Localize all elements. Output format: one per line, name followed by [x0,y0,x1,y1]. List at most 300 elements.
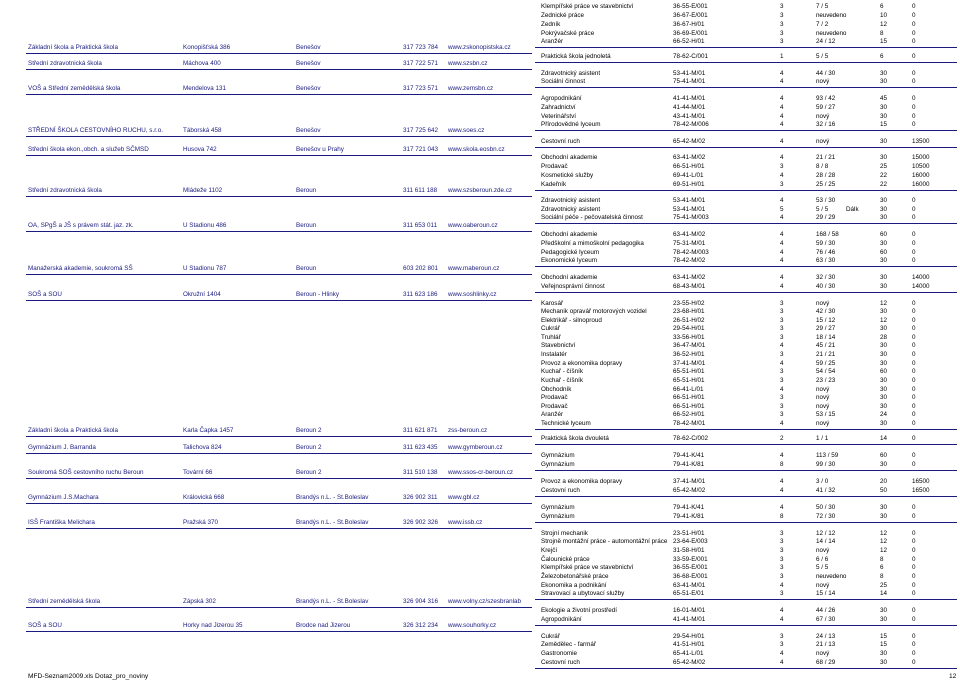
field-years: 4 [780,504,784,511]
school-address: Tovární 66 [183,469,213,476]
field-fee: 0 [912,403,916,410]
group-divider [535,47,957,48]
school-phone: 326 902 326 [403,519,439,526]
field-name: Ekonomika a podnikání [541,582,607,589]
school-address: Táborská 458 [183,127,222,134]
field-years: 3 [780,163,784,170]
field-code: 23-64-E/003 [673,538,708,545]
field-years: 3 [780,564,784,571]
school-phone: 311 653 011 [403,222,438,229]
field-years: 4 [780,478,784,485]
field-fee: 0 [912,121,916,128]
field-code: 36-55-E/001 [673,3,708,10]
field-capacity: 15 / 14 [816,590,836,597]
school-address: Talichova 824 [183,444,222,451]
field-capacity: 23 / 23 [816,377,836,384]
field-fee: 0 [912,590,916,597]
field-fee: 0 [912,659,916,666]
field-years: 4 [780,283,784,290]
field-places: 8 [880,573,884,580]
field-code: 79-41-K/81 [673,513,705,520]
field-name: Krejčí [541,547,558,554]
field-capacity: 99 / 30 [816,461,836,468]
field-code: 33-59-E/001 [673,556,708,563]
field-fee: 16500 [912,478,930,485]
field-fee: 0 [912,78,916,85]
field-name: Klempířské práce ve stavebnictví [541,564,634,571]
field-years: 3 [780,30,784,37]
field-fee: 0 [912,300,916,307]
group-divider [535,190,957,191]
field-code: 78-42-M/003 [673,249,709,256]
field-fee: 0 [912,513,916,520]
field-fee: 0 [912,411,916,418]
school-name: Střední zdravotnická škola [28,187,102,194]
school-web: www.szsbn.cz [448,60,488,67]
school-web: www.skola.eosbn.cz [448,146,505,153]
field-years: 3 [780,12,784,19]
field-name: Stravovací a ubytovací služby [541,590,625,597]
field-fee: 0 [912,386,916,393]
school-phone: 326 312 234 [403,622,439,629]
group-divider [535,429,957,430]
group-divider [535,625,957,626]
school-address: Okružní 1404 [183,291,221,298]
field-name: Veterinářství [541,113,576,120]
field-years: 4 [780,172,784,179]
group-divider [535,599,957,600]
field-fee: 0 [912,368,916,375]
field-years: 3 [780,590,784,597]
field-code: 65-42-M/02 [673,138,706,145]
field-years: 4 [780,104,784,111]
field-name: Obchodní akademie [541,154,598,161]
school-phone: 311 510 138 [403,469,438,476]
field-capacity: 18 / 14 [816,334,836,341]
group-divider [535,470,957,471]
field-places: 20 [880,478,888,485]
field-code: 78-42-M/01 [673,420,706,427]
field-name: Aranžér [541,411,564,418]
field-places: 24 [880,411,888,418]
field-capacity: nový [816,650,830,657]
field-capacity: 5 / 5 [816,53,829,60]
school-city: Benešov u Prahy [296,146,344,153]
school-name: STŘEDNÍ ŠKOLA CESTOVNÍHO RUCHU, s.r.o. [28,127,163,134]
school-name: ISŠ Františka Melichara [28,519,95,526]
field-code: 66-41-L/01 [673,386,704,393]
field-capacity: 42 / 30 [816,308,836,315]
field-capacity: nový [816,300,830,307]
field-years: 3 [780,411,784,418]
field-years: 4 [780,650,784,657]
field-code: 16-01-M/01 [673,607,706,614]
field-places: 10 [880,12,888,19]
field-code: 53-41-M/01 [673,70,706,77]
field-fee: 0 [912,573,916,580]
field-code: 78-42-M/02 [673,257,706,264]
field-name: Elektrikář - silnoproud [541,317,602,324]
field-name: Prodavač [541,394,568,401]
field-fee: 0 [912,257,916,264]
group-divider [535,444,957,445]
school-address: Karla Čapka 1457 [183,427,234,434]
field-name: Obchodní akademie [541,231,598,238]
field-name: Gastronomie [541,650,578,657]
field-name: Strojně montážní práce - automontážní práce [541,538,668,545]
field-fee: 0 [912,206,916,213]
field-years: 3 [780,633,784,640]
field-years: 4 [780,249,784,256]
field-name: Agropodnikání [541,95,582,102]
school-address: Mendelova 131 [183,85,227,92]
school-name: SOŠ a SOU [28,622,62,629]
field-years: 4 [780,214,784,221]
field-capacity: 44 / 26 [816,607,836,614]
field-places: 30 [880,650,888,657]
field-code: 41-41-M/01 [673,95,706,102]
field-years: 3 [780,3,784,10]
group-divider [535,147,957,148]
field-code: 41-51-H/01 [673,641,705,648]
field-fee: 0 [912,351,916,358]
field-years: 3 [780,547,784,554]
field-capacity: 68 / 29 [816,659,836,666]
school-web: www.zskonopistska.cz [448,44,511,51]
school-phone: 317 723 571 [403,85,439,92]
field-fee: 0 [912,435,916,442]
school-city: Beroun 2 [296,427,322,434]
field-years: 4 [780,607,784,614]
field-years: 4 [780,452,784,459]
field-years: 3 [780,538,784,545]
field-name: Zdravotnický asistent [541,197,601,204]
field-fee: 0 [912,53,916,60]
field-name: Gymnázium [541,452,575,459]
field-years: 4 [780,420,784,427]
field-code: 37-41-M/01 [673,478,706,485]
field-fee: 0 [912,197,916,204]
field-capacity: nový [816,138,830,145]
field-capacity: 5 / 5 [816,564,829,571]
school-city: Benešov [296,85,321,92]
field-code: 36-52-H/01 [673,351,705,358]
school-name: OA, SPgŠ a JŠ s právem stát. jaz. zk. [28,222,134,229]
field-years: 4 [780,487,784,494]
field-code: 63-41-M/01 [673,582,706,589]
field-fee: 10500 [912,163,930,170]
field-places: 8 [880,556,884,563]
field-years: 4 [780,70,784,77]
field-code: 66-51-H/01 [673,163,705,170]
field-name: Ekologie a životní prostředí [541,607,617,614]
field-capacity: 1 / 1 [816,435,829,442]
field-places: 30 [880,214,888,221]
field-capacity: 29 / 27 [816,325,836,332]
field-code: 36-67-H/01 [673,21,705,28]
field-code: 36-55-E/001 [673,564,708,571]
group-divider [535,223,957,224]
field-fee: 0 [912,334,916,341]
field-capacity: nový [816,113,830,120]
field-code: 66-52-H/01 [673,38,705,45]
field-name: Gymnázium [541,504,575,511]
field-code: 66-52-H/01 [673,411,705,418]
field-name: Železobetonářské práce [541,573,609,580]
school-web: www.oaberoun.cz [448,222,498,229]
field-places: 30 [880,138,888,145]
field-years: 4 [780,78,784,85]
school-phone: 311 623 435 [403,444,438,451]
group-divider [535,266,957,267]
field-note: Dálk [846,206,859,213]
field-fee: 0 [912,564,916,571]
field-code: 75-31-M/01 [673,240,706,247]
field-places: 12 [880,530,888,537]
field-name: Cukrář [541,325,560,332]
field-years: 3 [780,300,784,307]
field-capacity: 32 / 30 [816,274,836,281]
field-name: Praktická škola dvouletá [541,435,609,442]
field-code: 65-42-M/02 [673,487,706,494]
field-code: 65-51-H/01 [673,377,705,384]
field-capacity: nový [816,386,830,393]
field-years: 3 [780,38,784,45]
field-years: 4 [780,95,784,102]
field-name: Cukrář [541,633,560,640]
school-city: Beroun - Hlinky [296,291,340,298]
field-code: 68-43-M/01 [673,283,706,290]
field-places: 25 [880,582,888,589]
field-code: 53-41-M/01 [673,206,706,213]
field-capacity: neuvedeno [816,30,847,37]
field-capacity: 6 / 6 [816,556,829,563]
field-capacity: 59 / 30 [816,240,836,247]
field-code: 78-62-C/002 [673,435,709,442]
field-years: 3 [780,181,784,188]
field-capacity: 24 / 12 [816,38,836,45]
field-places: 30 [880,113,888,120]
school-city: Benešov [296,127,321,134]
field-capacity: 29 / 29 [816,214,836,221]
field-places: 30 [880,308,888,315]
field-years: 5 [780,206,784,213]
field-fee: 16000 [912,181,930,188]
school-name: Střední škola ekon.,obch. a služeb SČMSD [28,146,149,153]
field-fee: 0 [912,452,916,459]
field-places: 30 [880,504,888,511]
field-years: 3 [780,325,784,332]
field-years: 4 [780,582,784,589]
field-places: 60 [880,249,888,256]
field-years: 4 [780,231,784,238]
field-places: 22 [880,181,888,188]
field-fee: 0 [912,633,916,640]
school-name: SOŠ a SOU [28,291,62,298]
field-code: 23-51-H/01 [673,530,705,537]
field-fee: 0 [912,556,916,563]
school-city: Brandýs n.L. - St.Boleslav [296,598,369,605]
school-phone: 311 623 186 [403,291,438,298]
field-name: Ekonomické lyceum [541,257,597,264]
field-places: 30 [880,104,888,111]
field-fee: 0 [912,420,916,427]
field-places: 30 [880,274,888,281]
field-capacity: 67 / 30 [816,616,836,623]
field-capacity: 59 / 27 [816,104,836,111]
field-capacity: 21 / 21 [816,351,836,358]
school-web: zss-beroun.cz [448,427,488,434]
school-web: www.volny.cz/szesbranlab [448,598,522,605]
field-code: 69-41-L/01 [673,172,704,179]
school-address: Konopišťská 386 [183,44,231,51]
field-places: 12 [880,317,888,324]
field-name: Zdravotnický asistent [541,70,601,77]
group-divider [535,130,957,131]
field-places: 8 [880,30,884,37]
field-places: 50 [880,487,888,494]
field-name: Obchodní akademie [541,274,598,281]
field-code: 41-41-M/01 [673,616,706,623]
field-code: 23-55-H/02 [673,300,705,307]
field-name: Obchodník [541,386,572,393]
field-places: 28 [880,334,888,341]
field-code: 53-41-M/01 [673,197,706,204]
field-name: Aranžér [541,38,564,45]
school-name: Gymnázium J.S.Machara [28,494,99,501]
field-code: 65-51-H/01 [673,368,705,375]
field-code: 63-41-M/02 [673,231,706,238]
field-name: Cestovní ruch [541,659,580,666]
field-name: Předškolní a mimoškolní pedagogika [541,240,644,247]
group-divider [535,87,957,88]
field-years: 4 [780,113,784,120]
field-code: 75-41-M/003 [673,214,709,221]
field-places: 30 [880,257,888,264]
field-code: 79-41-K/81 [673,461,705,468]
field-code: 65-51-E/01 [673,590,705,597]
field-name: Prodavač [541,163,568,170]
field-capacity: 93 / 42 [816,95,836,102]
field-places: 30 [880,206,888,213]
field-fee: 0 [912,70,916,77]
school-name: Manažerská akademie, soukromá SŠ [28,265,133,272]
field-code: 78-42-M/006 [673,121,709,128]
school-address: U Stadionu 486 [183,222,227,229]
school-web: www.gbl.cz [448,494,480,501]
school-phone: 317 721 043 [403,146,439,153]
school-address: Zápská 302 [183,598,216,605]
field-years: 3 [780,351,784,358]
school-address: Královická 668 [183,494,225,501]
field-years: 3 [780,530,784,537]
field-name: Gymnázium [541,461,575,468]
field-code: 63-41-M/02 [673,274,706,281]
field-name: Kosmetické služby [541,172,594,179]
field-capacity: 44 / 30 [816,70,836,77]
field-fee: 15000 [912,154,930,161]
field-years: 3 [780,556,784,563]
field-fee: 14000 [912,283,930,290]
field-name: Provoz a ekonomika dopravy [541,478,623,485]
field-name: Veřejnosprávní činnost [541,283,605,290]
field-places: 30 [880,70,888,77]
field-capacity: 53 / 15 [816,411,836,418]
field-places: 22 [880,172,888,179]
field-name: Zedník [541,21,561,28]
field-places: 30 [880,386,888,393]
field-code: 36-47-M/01 [673,342,706,349]
school-city: Beroun [296,222,317,229]
group-divider [535,292,957,293]
field-capacity: 14 / 14 [816,538,836,545]
field-places: 30 [880,283,888,290]
field-name: Provoz a ekonomika dopravy [541,360,623,367]
field-fee: 0 [912,342,916,349]
school-web: www.souhorky.cz [448,622,497,629]
field-capacity: 25 / 25 [816,181,836,188]
field-capacity: 15 / 12 [816,317,836,324]
school-address: Horky nad Jizerou 35 [183,622,243,629]
field-places: 14 [880,435,888,442]
group-divider [535,522,957,523]
field-fee: 0 [912,104,916,111]
school-name: Soukromá SOŠ cestovního ruchu Beroun [28,469,144,476]
field-years: 3 [780,394,784,401]
field-places: 30 [880,607,888,614]
field-name: Cestovní ruch [541,487,580,494]
school-name: Základní škola a Praktická škola [28,44,118,51]
field-name: Zdravotnický asistent [541,206,601,213]
field-years: 4 [780,360,784,367]
field-years: 3 [780,573,784,580]
field-years: 3 [780,21,784,28]
field-capacity: nový [816,547,830,554]
field-code: 29-54-H/01 [673,325,705,332]
field-years: 4 [780,274,784,281]
field-name: Čalounické práce [541,556,590,563]
field-fee: 0 [912,317,916,324]
page-number: 12 [949,673,957,680]
field-code: 31-58-H/01 [673,547,705,554]
field-places: 12 [880,547,888,554]
school-phone: 311 621 871 [403,427,438,434]
school-city: Benešov [296,60,321,67]
field-years: 3 [780,403,784,410]
field-places: 60 [880,452,888,459]
field-places: 15 [880,121,888,128]
field-places: 6 [880,53,884,60]
field-code: 69-51-H/01 [673,181,705,188]
field-fee: 0 [912,504,916,511]
field-places: 60 [880,368,888,375]
school-address: Pražská 370 [183,519,219,526]
field-capacity: 76 / 46 [816,249,836,256]
field-name: Stavebnictví [541,342,576,349]
field-capacity: 45 / 21 [816,342,836,349]
field-places: 25 [880,163,888,170]
school-city: Brodce nad Jizerou [296,622,351,629]
field-name: Kuchař - číšník [541,377,583,384]
field-places: 30 [880,513,888,520]
school-city: Brandýs n.L. - St.Boleslav [296,494,369,501]
field-places: 14 [880,590,888,597]
field-fee: 14000 [912,274,930,281]
school-web: www.soes.cz [448,127,485,134]
field-name: Praktická škola jednoletá [541,53,611,60]
field-code: 33-56-H/01 [673,334,705,341]
field-name: Zednické práce [541,12,585,19]
